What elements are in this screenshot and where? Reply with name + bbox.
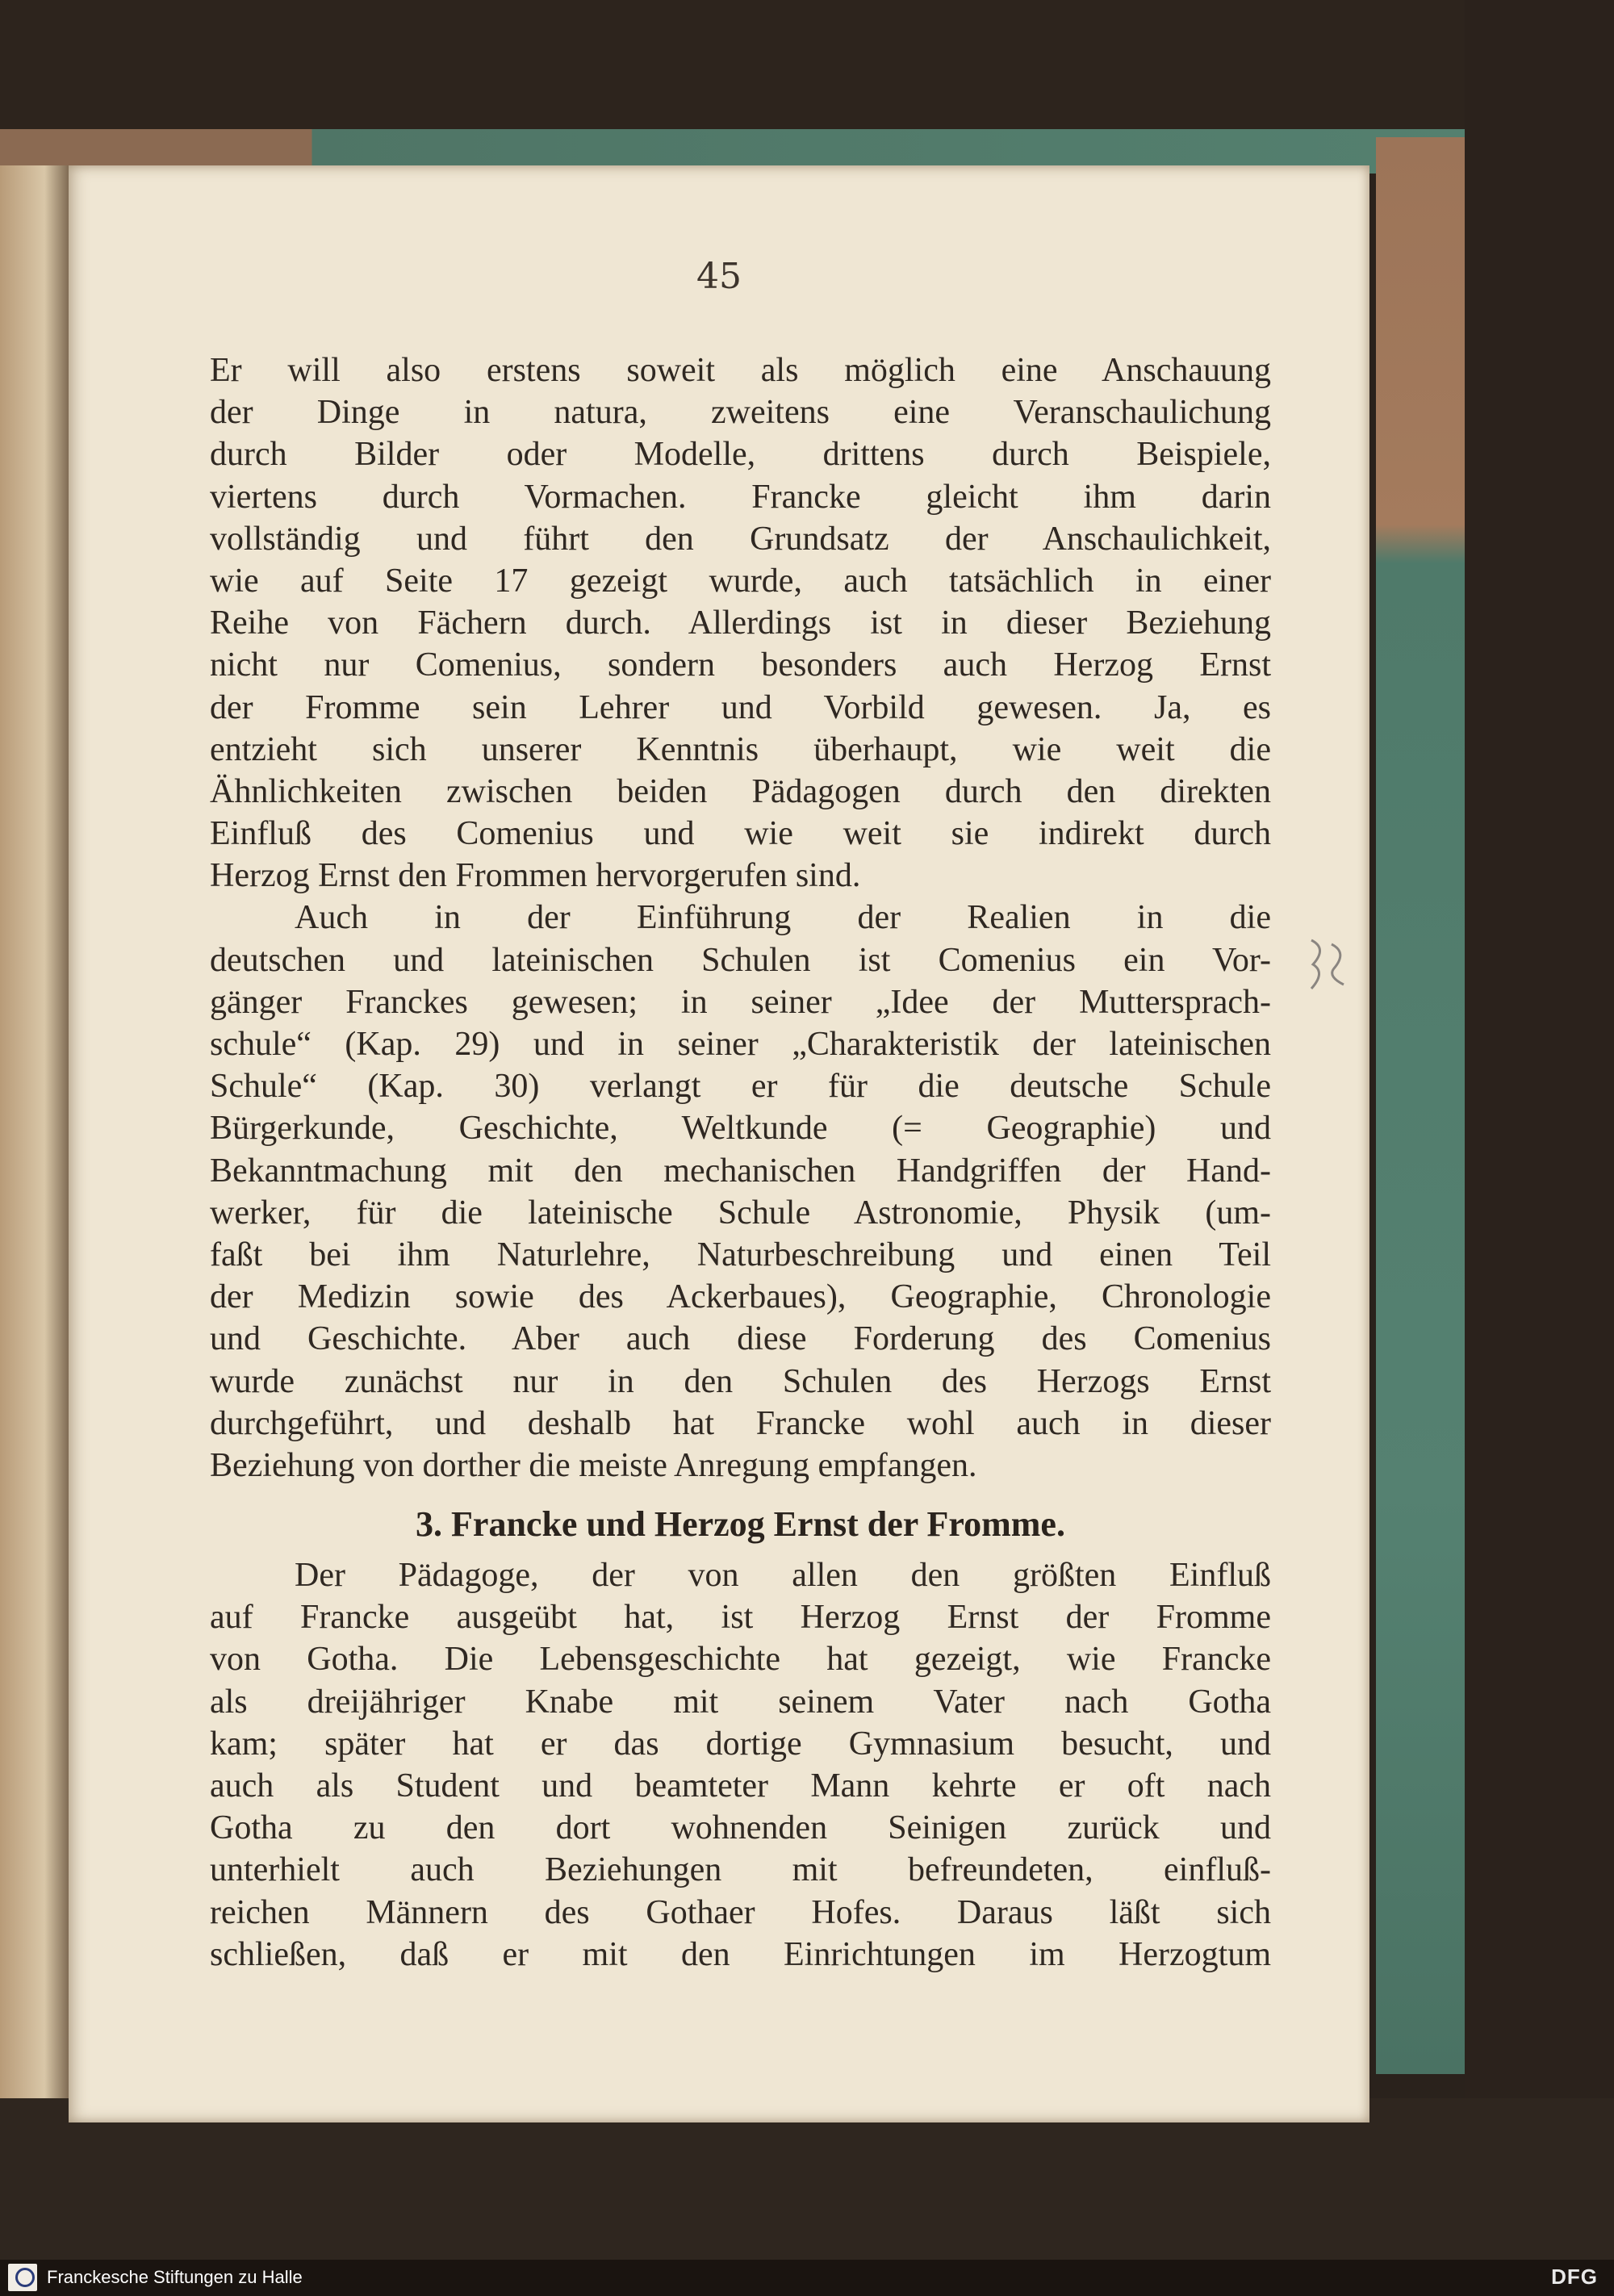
pencil-mark-icon xyxy=(1303,932,1352,1021)
text-line: nicht nur Comenius, sondern besonders auch Herzog Ernst xyxy=(210,646,1271,684)
book-background-bottom xyxy=(0,2098,1614,2260)
text-line: Herzog Ernst den Frommen hervorgerufen sind. xyxy=(210,857,861,895)
text-line: deutschen und lateinischen Schulen ist Comenius ein Vor- xyxy=(210,941,1271,979)
text-line: Beziehung von dorther die meiste Anregung empfangen. xyxy=(210,1446,977,1484)
text-line: Bekanntmachung mit den mechanischen Handgriffen der Hand- xyxy=(210,1152,1271,1190)
text-line: gänger Franckes gewesen; in seiner „Idee der Muttersprach- xyxy=(210,983,1271,1021)
text-line: von Gotha. Die Lebensgeschichte hat gezeigt, wie Francke xyxy=(210,1641,1271,1679)
institution-logo[interactable] xyxy=(8,2264,37,2291)
paragraph xyxy=(210,897,1271,1487)
text-line: Einfluß des Comenius und wie weit sie indirekt durch xyxy=(210,815,1271,853)
text-line: Er will also erstens soweit als möglich eine Anschauung xyxy=(210,352,1271,389)
paragraph xyxy=(210,1554,1271,1976)
text-line: werker, für die lateinische Schule Astronomie, Physik (um- xyxy=(210,1194,1271,1232)
text-line: der Fromme sein Lehrer und Vorbild gewesen. Ja, es xyxy=(210,688,1271,726)
text-line: wie auf Seite 17 gezeigt wurde, auch tatsächlich in einer xyxy=(210,562,1271,600)
text-line: kam; später hat er das dortige Gymnasium besucht, und xyxy=(210,1725,1271,1763)
text-line: der Medizin sowie des Ackerbaues), Geographie, Chronologie xyxy=(210,1278,1271,1316)
text-line: Schule“ (Kap. 30) verlangt er für die deutsche Schule xyxy=(210,1068,1271,1106)
text-line: reichen Männern des Gothaer Hofes. Daraus läßt sich xyxy=(210,1893,1271,1931)
text-line: auch als Student und beamteter Mann kehrte er oft nach xyxy=(210,1767,1271,1805)
text-line: unterhielt auch Beziehungen mit befreundeten, einfluß- xyxy=(210,1851,1271,1889)
text-line: entzieht sich unserer Kenntnis überhaupt, wie weit die xyxy=(210,730,1271,768)
page-number: 45 xyxy=(696,256,742,297)
text-line: als dreijähriger Knabe mit seinem Vater nach Gotha xyxy=(210,1683,1271,1721)
text-line: Auch in der Einführung der Realien in die xyxy=(295,899,1271,937)
text-line: durchgeführt, und deshalb hat Francke wohl auch in dieser xyxy=(210,1404,1271,1442)
text-line: Der Pädagoge, der von allen den größten Einfluß xyxy=(295,1557,1271,1595)
book-background xyxy=(0,0,1614,137)
text-line: auf Francke ausgeübt hat, ist Herzog Ernst der Fromme xyxy=(210,1599,1271,1637)
book-cover-board xyxy=(1376,137,1465,2074)
text-line: schule“ (Kap. 29) und in seiner „Charakteristik der lateinischen xyxy=(210,1026,1271,1063)
dfg-logo[interactable]: DFG xyxy=(1551,2265,1598,2289)
text-line: schließen, daß er mit den Einrichtungen im Herzogtum xyxy=(210,1935,1271,1973)
text-line: vollständig und führt den Grundsatz der Anschaulichkeit, xyxy=(210,520,1271,558)
text-line: viertens durch Vormachen. Francke gleicht ihm darin xyxy=(210,478,1271,516)
text-line: Gotha zu den dort wohnenden Seinigen zurück und xyxy=(210,1809,1271,1847)
text-line: und Geschichte. Aber auch diese Forderung des Comenius xyxy=(210,1320,1271,1358)
page-body xyxy=(210,349,1271,1976)
text-line: der Dinge in natura, zweitens eine Veranschaulichung xyxy=(210,394,1271,432)
book-background-right xyxy=(1465,0,1614,2296)
text-line: wurde zunächst nur in den Schulen des Herzogs Ernst xyxy=(210,1362,1271,1400)
text-line: durch Bilder oder Modelle, drittens durch Beispiele, xyxy=(210,436,1271,474)
text-line: Ähnlichkeiten zwischen beiden Pädagogen durch den direkten xyxy=(210,772,1271,810)
paragraph xyxy=(210,349,1271,897)
text-line: Bürgerkunde, Geschichte, Weltkunde (= Geographie) und xyxy=(210,1110,1271,1148)
text-line: Reihe von Fächern durch. Allerdings ist in dieser Beziehung xyxy=(210,604,1271,642)
book-page xyxy=(69,165,1369,2122)
section-heading: 3. Francke und Herzog Ernst der Fromme. xyxy=(416,1504,1065,1545)
text-line: faßt bei ihm Naturlehre, Naturbeschreibung und einen Teil xyxy=(210,1236,1271,1273)
left-page-edge xyxy=(0,165,74,2240)
institution-name[interactable]: Franckesche Stiftungen zu Halle xyxy=(47,2267,303,2287)
